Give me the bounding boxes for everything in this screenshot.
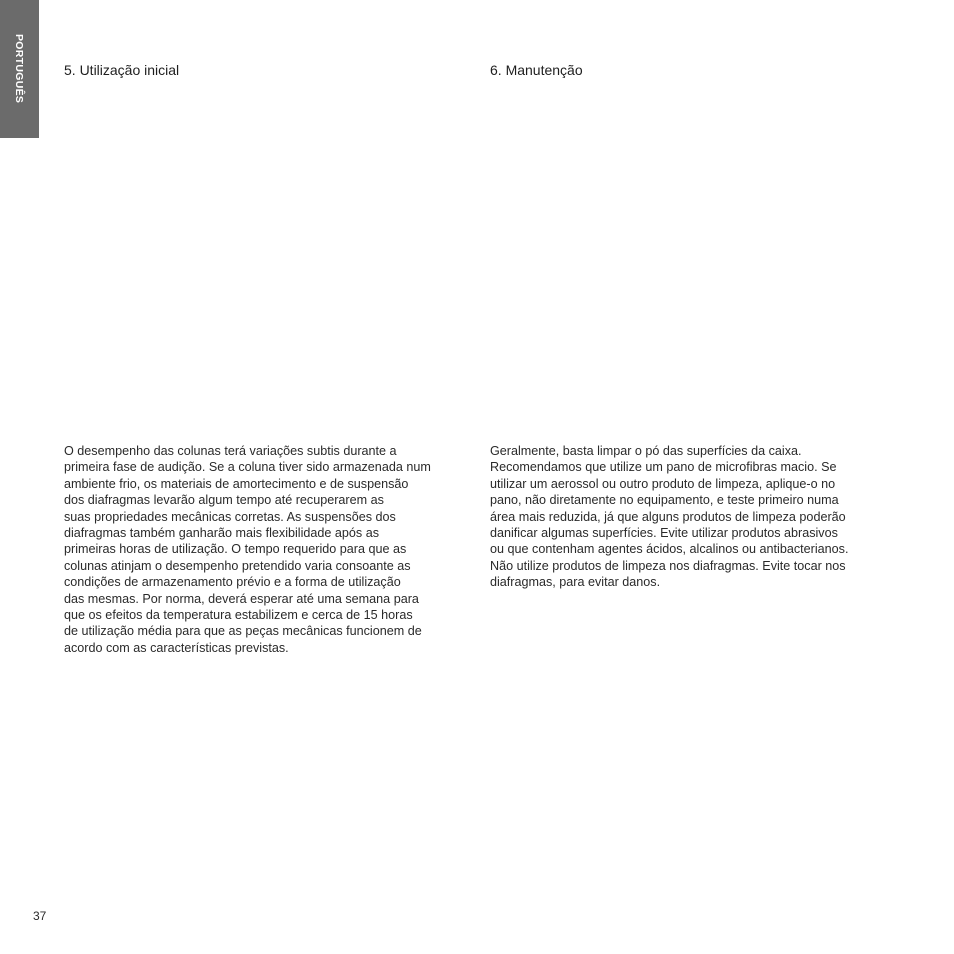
text-line: primeiras horas de utilização. O tempo requerido para que as [64,542,407,557]
text-line: O desempenho das colunas terá variações subtis durante a [64,444,397,458]
section-body-maintenance [490,443,885,591]
language-tab [0,0,39,138]
text-line: acordo com as características previstas. [64,640,289,655]
text-line: ambiente frio, os materiais de amortecimento e de suspensão [64,476,409,491]
text-line: Geralmente, basta limpar o pó das superfícies da caixa. [490,444,802,458]
text-line: área mais reduzida, já que alguns produtos de limpeza poderão [490,509,846,524]
text-line: Não utilize produtos de limpeza nos diafragmas. Evite tocar nos [490,558,846,573]
text-line: pano, não diretamente no equipamento, e teste primeiro numa [490,493,839,508]
text-line: suas propriedades mecânicas corretas. As suspensões dos [64,509,396,524]
text-line: das mesmas. Por norma, deverá esperar até uma semana para [64,591,419,606]
section-body-initial-use [64,443,464,656]
language-tab-label: PORTUGUÊS [13,34,25,104]
text-line: condições de armazenamento prévio e a forma de utilização [64,575,401,590]
text-line: colunas atinjam o desempenho pretendido varia consoante as [64,558,411,573]
section-title-initial-use: 5. Utilização inicial [64,62,180,78]
text-line: danificar algumas superfícies. Evite utilizar produtos abrasivos [490,526,838,541]
text-line: ou que contenham agentes ácidos, alcalinos ou antibacterianos. [490,542,849,557]
text-line: diafragmas também ganharão mais flexibilidade após as [64,526,380,541]
text-line: dos diafragmas levarão algum tempo até recuperarem as [64,493,384,508]
section-title-maintenance: 6. Manutenção [490,62,583,78]
text-line: primeira fase de audição. Se a coluna tiver sido armazenada num [64,460,431,475]
text-line: de utilização média para que as peças mecânicas funcionem de [64,624,422,639]
text-line: Recomendamos que utilize um pano de microfibras macio. Se [490,460,837,475]
text-line: utilizar um aerossol ou outro produto de limpeza, aplique-o no [490,476,836,491]
page-number: 37 [33,909,47,923]
text-line: diafragmas, para evitar danos. [490,575,661,590]
text-line: que os efeitos da temperatura estabilizem e cerca de 15 horas [64,608,413,623]
